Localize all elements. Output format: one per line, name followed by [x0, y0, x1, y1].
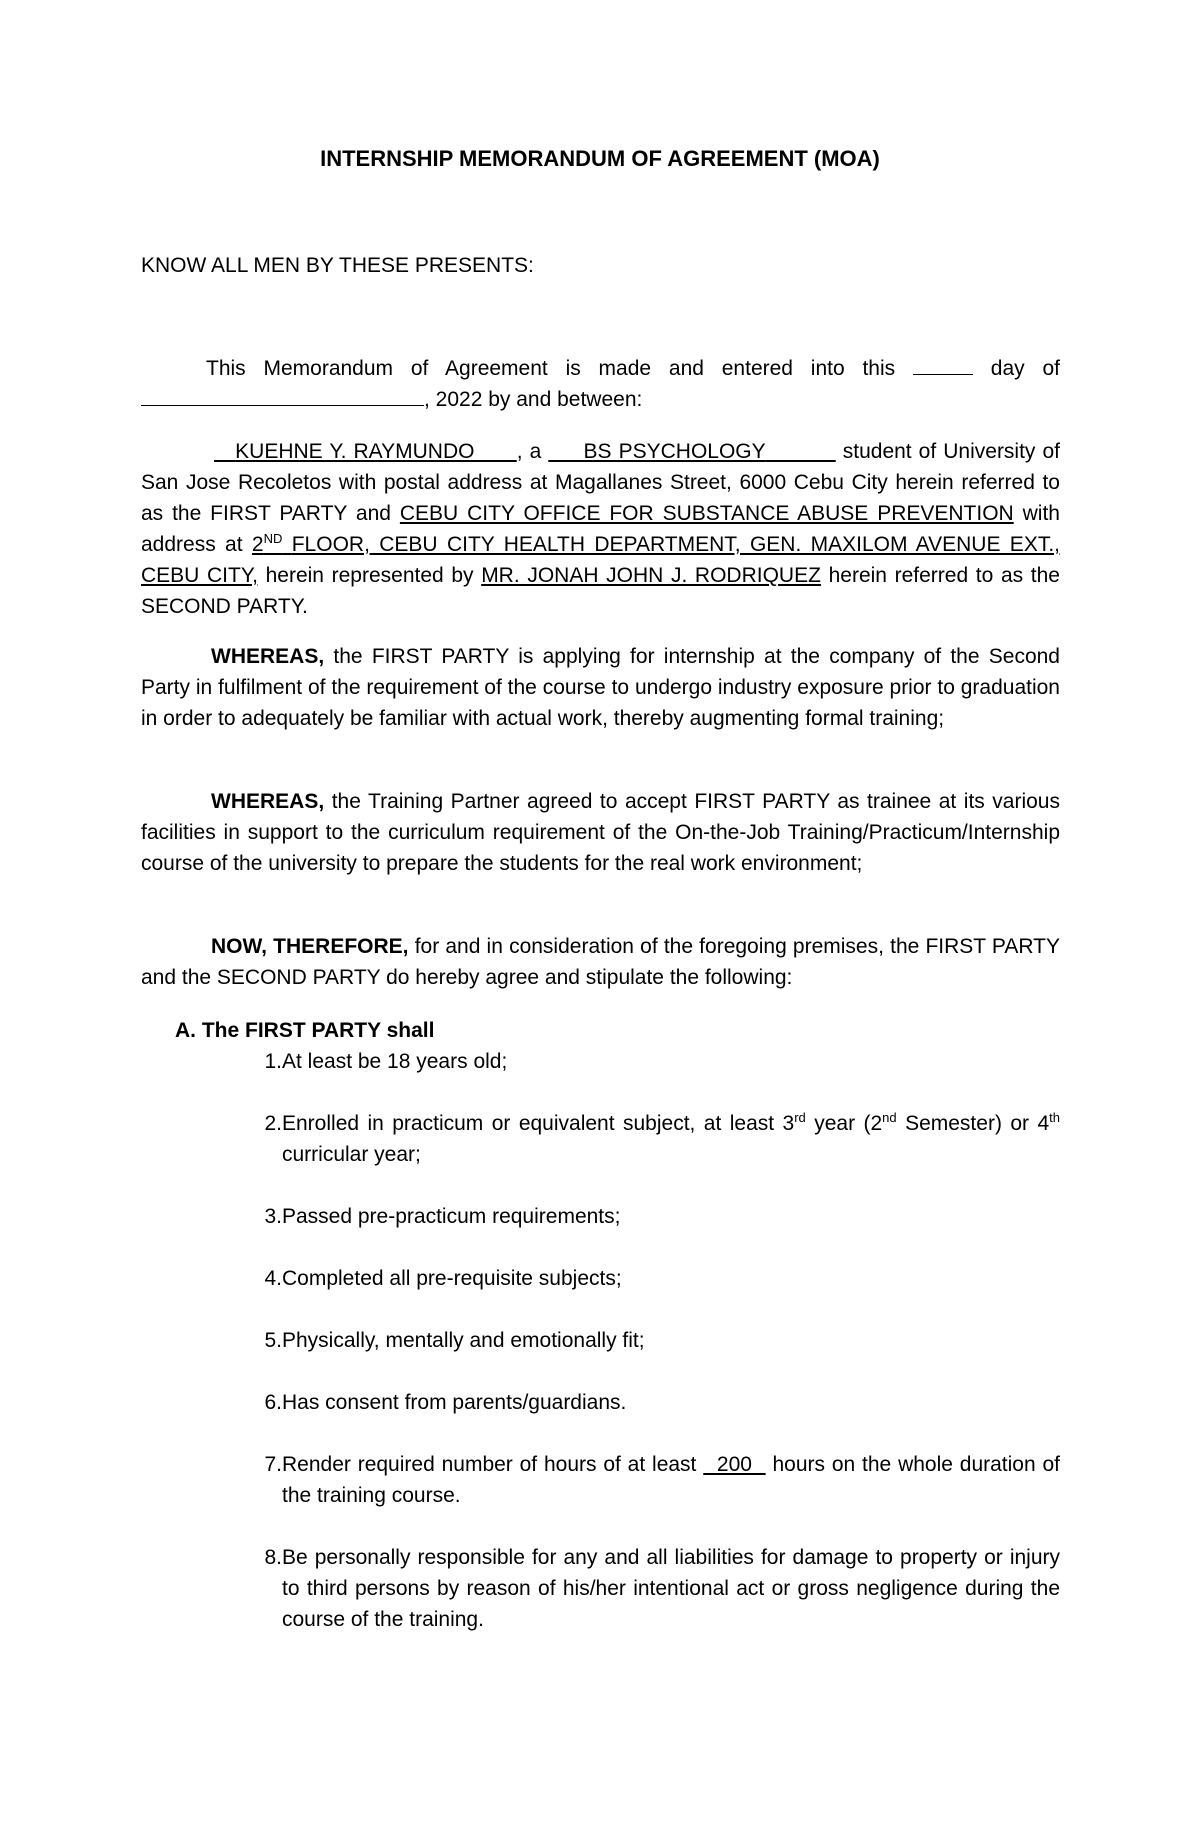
document-page: INTERNSHIP MEMORANDUM OF AGREEMENT (MOA) KNOW ALL MEN BY THESE PRESENTS: This Memorandum of Agreement is made and entered into this day of , 2022 by and between: KUEHNE Y. RAYMUNDO , a BS PSYCHOLOGY student of University of San Jose Recoletos with postal address at Magallanes Street, 6000 Cebu City herein referred to as the FIRST PARTY and CEBU CITY OFFICE FOR SUBSTANCE ABUSE PREVENTION with address at 2ND FLOOR, CEBU CITY HEALTH DEPARTMENT, GEN. MAXILOM AVENUE EXT., CEBU CITY, herein represented by MR. JONAH JOHN J. RODRIQUEZ herein referred to as the SECOND PARTY. WHEREAS, the FIRST PARTY is applying for internship at the company of the Second Party in fulfilment of the requirement of the course to undergo industry exposure prior to graduation in order to adequately be familiar with actual work, thereby augmenting formal training; WHEREAS, the Training Partner agreed to accept FIRST PARTY as trainee at its various facilities in support to the curriculum requirement of the On-the-Job Training/Practicum/Internship course of the university to prepare the students for the real work environment; NOW, THEREFORE, for and in consideration of the foregoing premises, the FIRST PARTY and the SECOND PARTY do hereby agree and stipulate the following: A. The FIRST PARTY shall 1. At least be 18 years old; 2. Enrolled in practicum or equivalent subject, at least 3rd year (2nd Semester) or 4th curricular year; 3. Passed pre-practicum requirements; 4. Completed all pre-requisite subjects; 5. Physically, mentally and emotionally fit; 6. Has consent from parents/guardians. 7. Render required number of hours of at least 200 hours on the whole duration of the training course. 8. Be personally responsible for any and all liabilities for damage to property or injury to third persons by reason of his/her intentional act or gross negligence during the course of the training. — [0, 0, 1200, 1835]
intro-text-2: day of — [990, 357, 1060, 380]
whereas-paragraph-1 — [141, 641, 1060, 734]
company-name: CEBU CITY OFFICE FOR SUBSTANCE ABUSE PREVENTION — [399, 502, 1014, 525]
intro-text-3: , 2022 by and between: — [424, 388, 643, 411]
student-name: KUEHNE Y. RAYMUNDO — [235, 440, 475, 463]
section-a-heading: A. The FIRST PARTY shall — [175, 1019, 435, 1042]
course-name: BS PSYCHOLOGY — [583, 440, 766, 463]
parties-text-3: University of San Jose Recoletos with postal address at Magallanes Street, 6000 Cebu City herein referred to as the FIRST PARTY and — [141, 440, 1060, 525]
day-blank — [913, 354, 973, 375]
whereas-1-text: the FIRST PARTY is applying for internship at the company of the Second Party in fulfilment of the requirement of the course to undergo industry exposure prior to graduation in order to adequately be familiar with actual work, thereby augmenting formal training; — [141, 645, 1060, 730]
whereas-paragraph-2 — [141, 786, 1060, 879]
parties-text-5: herein represented by — [265, 564, 474, 587]
whereas-2-text: the Training Partner agreed to accept FIRST PARTY as trainee at its various facilities in support to the curriculum requirement of the On-the-Job Training/Practicum/Internship course of the university to prepare the students for the real work environment; — [141, 790, 1060, 875]
hours-value: 200 — [716, 1453, 752, 1476]
parties-text-1: , a — [516, 440, 542, 463]
whereas-1-lead: WHEREAS, — [211, 645, 325, 668]
intro-text-1: This Memorandum of Agreement is made and entered into this — [206, 357, 896, 380]
parties-text-4: with address at — [141, 502, 1060, 556]
representative-name: MR. JONAH JOHN J. RODRIQUEZ — [481, 564, 821, 587]
parties-text-2: student of — [842, 440, 937, 463]
whereas-2-lead: WHEREAS, — [211, 790, 325, 813]
company-address: 2ND FLOOR, CEBU CITY HEALTH DEPARTMENT, GEN. MAXILOM AVENUE EXT., CEBU CITY, — [141, 531, 1060, 587]
intro-line-1 — [141, 353, 1060, 384]
parties-text-6: herein referred to as the SECOND PARTY. — [141, 564, 1060, 618]
therefore-paragraph — [141, 931, 1060, 993]
intro-line-2 — [141, 384, 1060, 415]
know-all-men-heading: KNOW ALL MEN BY THESE PRESENTS: — [141, 254, 534, 277]
therefore-lead: NOW, THEREFORE, — [211, 935, 409, 958]
therefore-text: for and in consideration of the foregoing premises, the FIRST PARTY and the SECOND PARTY do hereby agree and stipulate the following: — [141, 935, 1060, 989]
month-blank — [141, 385, 424, 406]
document-title: INTERNSHIP MEMORANDUM OF AGREEMENT (MOA) — [320, 146, 880, 171]
parties-paragraph — [141, 436, 1060, 622]
